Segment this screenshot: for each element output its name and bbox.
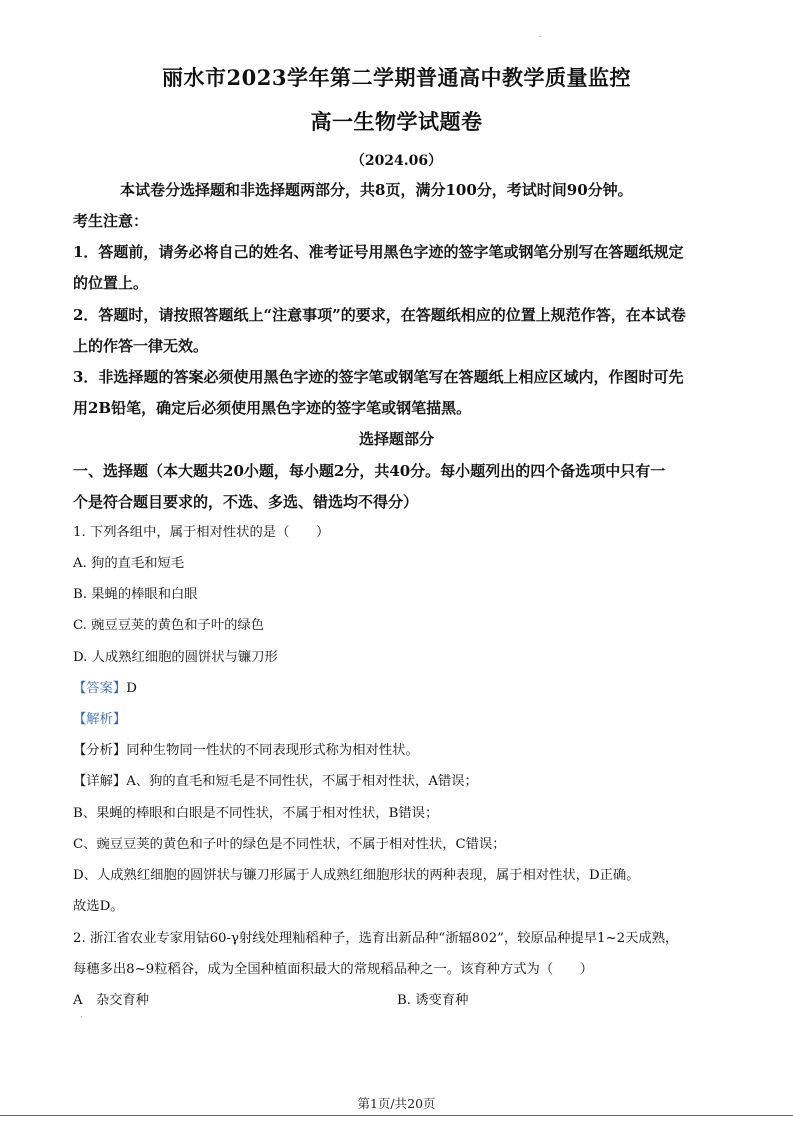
section-heading: 选择题部分: [358, 430, 434, 448]
question-1-detail-b: B、果蝇的棒眼和白眼是不同性状，不属于相对性状，B错误；: [73, 806, 439, 821]
notice-1-line-1: 1．答题前，请务必将自己的姓名、准考证号用黑色字迹的签字笔或钢笔分别写在答题纸规定: [73, 243, 684, 261]
part-one-instructions-line-2: 个是符合题目要求的，不选、多选、错选均不得分）: [73, 493, 419, 511]
question-1-option-d: D. 人成熟红细胞的圆饼状与镰刀形: [73, 650, 278, 665]
question-1-fenxi: [73, 741, 723, 761]
scan-dot: .: [539, 30, 542, 39]
question-1-option-b: B. 果蝇的棒眼和白眼: [73, 587, 198, 602]
answer-value: D: [126, 681, 137, 696]
answer-tag: 【答案】: [73, 681, 127, 696]
notice-2-line-2: 上的作答一律无效。: [73, 337, 209, 355]
question-2-option-a: A 杂交育种: [73, 993, 150, 1008]
exam-summary: 本试卷分选择题和非选择题两部分，共8页，满分100分，考试时间90分钟。: [120, 181, 633, 199]
question-2-stem-line-1: 2. 浙江省农业专家用钴60-γ射线处理籼稻种子，选育出新品种“浙辐802”，较原品种提早1~2天成熟，: [73, 931, 679, 946]
question-1-answer: [73, 679, 723, 699]
notice-3-line-2: 用2B铅笔，确定后必须使用黑色字迹的签字笔或钢笔描黑。: [73, 399, 472, 417]
footer-rule: [0, 1115, 793, 1116]
exam-subtitle: 高一生物学试题卷: [310, 109, 483, 134]
question-1-stem: 1. 下列各组中，属于相对性状的是（ ）: [73, 525, 330, 540]
question-1-conclusion: 故选D。: [73, 899, 124, 914]
exam-title: 丽水市2023学年第二学期普通高中教学质量监控: [162, 65, 631, 90]
question-1-xiangjie: [73, 772, 723, 792]
question-1-detail-c: C、豌豆豆荚的黄色和子叶的绿色是不同性状，不属于相对性状，C错误；: [73, 837, 506, 852]
notice-3-line-1: 3．非选择题的答案必须使用黑色字迹的签字笔或钢笔写在答题纸上相应区域内，作图时可先: [73, 368, 684, 386]
notice-2-line-1: 2．答题时，请按照答题纸上“注意事项”的要求，在答题纸相应的位置上规范作答，在本试卷: [73, 306, 686, 324]
question-2-stem-line-2: 每穗多出8~9粒稻谷，成为全国种植面积最大的常规稻品种之一。该育种方式为（ ）: [73, 962, 594, 977]
xiangjie-tag: 【详解】: [73, 774, 127, 789]
notice-title: 考生注意：: [73, 212, 149, 230]
part-one-instructions-line-1: 一、选择题（本大题共20小题，每小题2分，共40分。每小题列出的四个备选项中只有一: [73, 462, 666, 480]
notice-1-line-2: 的位置上。: [73, 274, 149, 292]
question-1-detail-d: D、人成熟红细胞的圆饼状与镰刀形属于人成熟红细胞形状的两种表现，属于相对性状，D正确。: [73, 868, 640, 883]
scan-dot: .: [80, 1010, 83, 1019]
question-1-option-a: A. 狗的直毛和短毛: [73, 556, 185, 571]
xiangjie-text: A、狗的直毛和短毛是不同性状，不属于相对性状，A错误；: [126, 774, 478, 789]
fenxi-tag: 【分析】: [73, 743, 127, 758]
question-2-option-b: B. 诱变育种: [397, 993, 469, 1008]
analysis-tag: 【解析】: [73, 712, 127, 727]
question-1-option-c: C. 豌豆豆荚的黄色和子叶的绿色: [73, 618, 265, 633]
fenxi-text: 同种生物同一性状的不同表现形式称为相对性状。: [126, 743, 419, 758]
page-number: 第1页/共20页: [357, 1096, 436, 1111]
exam-date: （2024.06）: [350, 153, 443, 169]
